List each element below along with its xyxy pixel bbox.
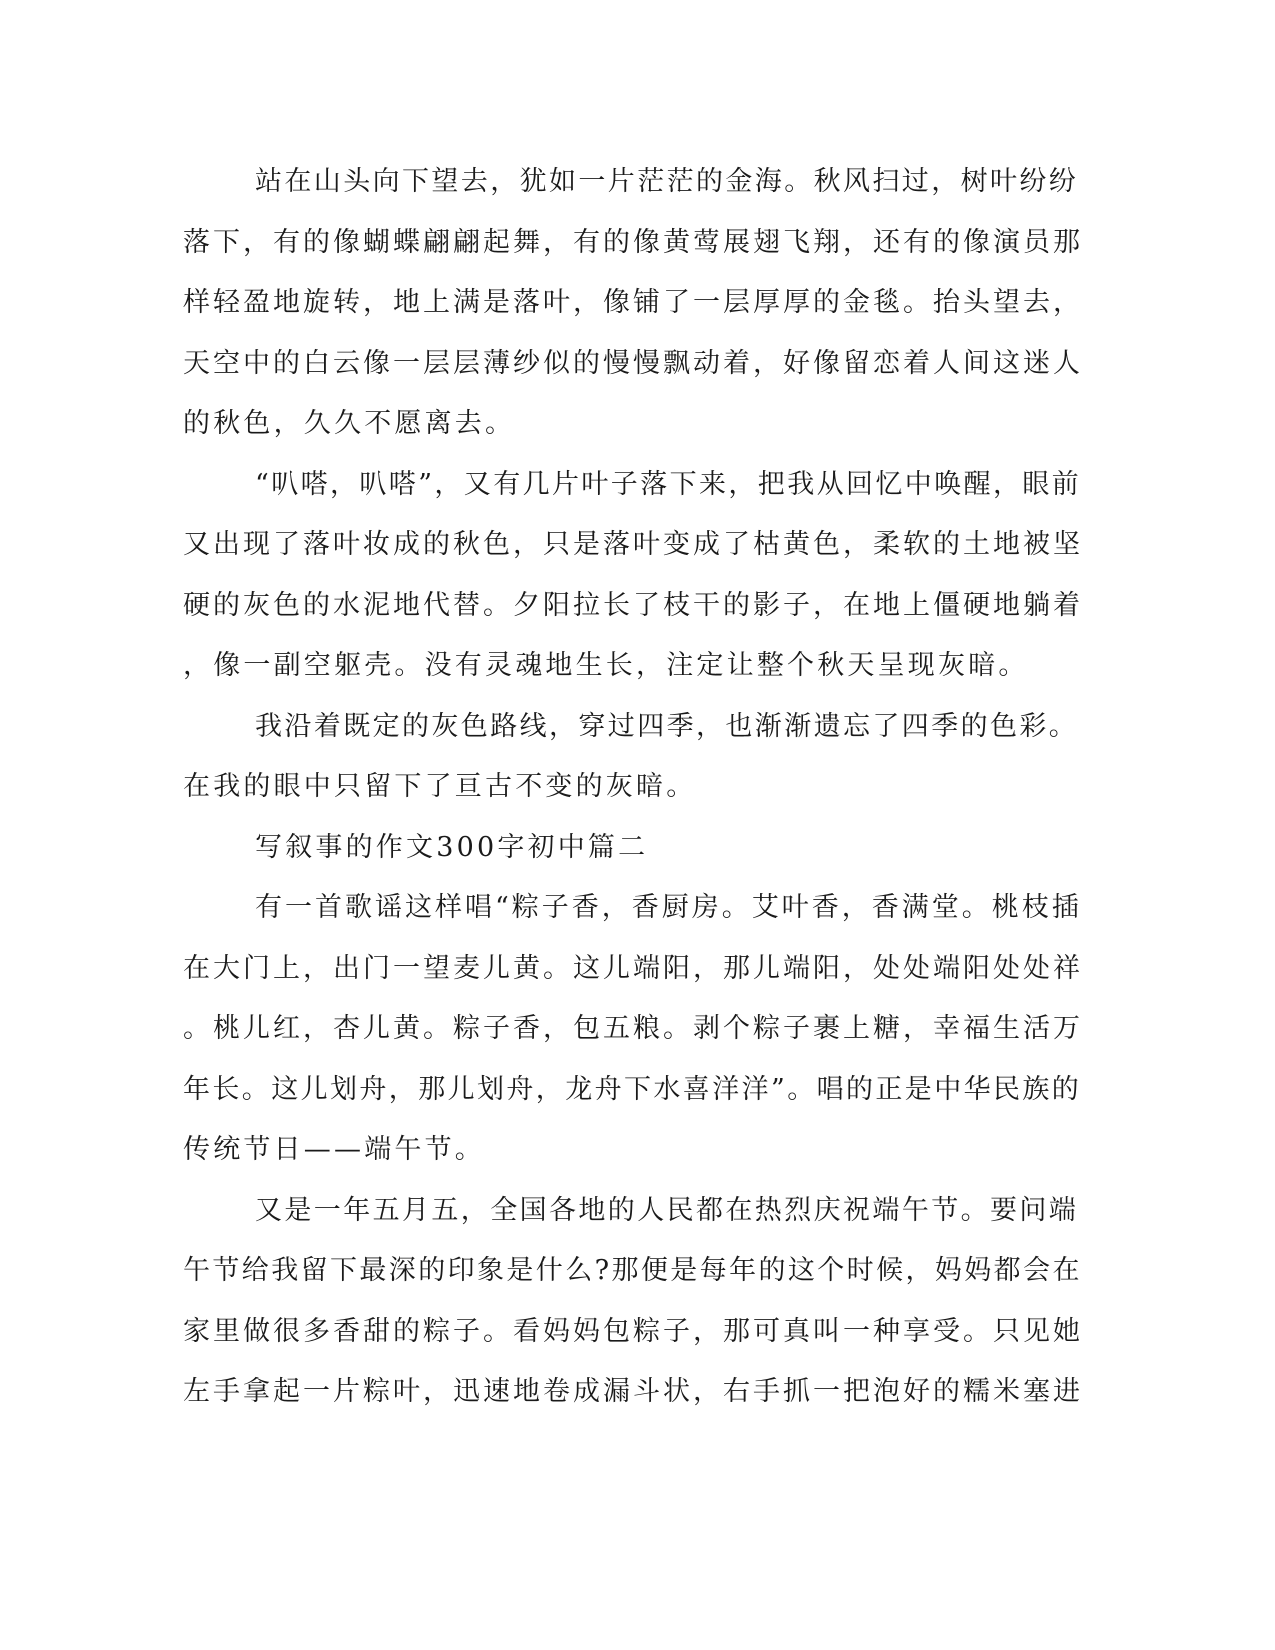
document-body — [183, 152, 1083, 1423]
text-line: 家里做很多香甜的粽子。看妈妈包粽子，那可真叫一种享受。只见她 — [183, 1315, 1083, 1347]
text-line: 在我的眼中只留下了亘古不变的灰暗。 — [183, 771, 697, 802]
text-line: 我沿着既定的灰色路线，穿过四季，也渐渐遗忘了四季的色彩。 — [255, 710, 1079, 742]
text-line: 天空中的白云像一层层薄纱似的慢慢飘动着，好像留恋着人间这迷人 — [183, 347, 1083, 379]
text-line: 写叙事的作文300字初中篇二 — [255, 831, 649, 863]
text-line: 传统节日——端午节。 — [183, 1134, 485, 1165]
text-line: 样轻盈地旋转，地上满是落叶，像铺了一层厚厚的金毯。抬头望去， — [183, 287, 1083, 318]
text-line: 落下，有的像蝴蝶翩翩起舞，有的像黄莺展翅飞翔，还有的像演员那 — [183, 226, 1083, 258]
text-line: 在大门上，出门一望麦儿黄。这儿端阳，那儿端阳，处处端阳处处祥 — [183, 952, 1083, 984]
text-line: 的秋色，久久不愿离去。 — [183, 408, 516, 439]
text-line: 有一首歌谣这样唱“粽子香，香厨房。艾叶香，香满堂。桃枝插 — [255, 892, 1082, 923]
text-line: 年长。这儿划舟，那儿划舟，龙舟下水喜洋洋”。唱的正是中华民族的 — [183, 1073, 1082, 1105]
text-line: “叭嗒，叭嗒”，又有几片叶子落下来，把我从回忆中唤醒，眼前 — [255, 468, 1082, 500]
text-line: ，像一副空躯壳。没有灵魂地生长，注定让整个秋天呈现灰暗。 — [183, 650, 1029, 681]
text-line: 。桃儿红，杏儿黄。粽子香，包五粮。剥个粽子裹上糖，幸福生活万 — [183, 1013, 1083, 1044]
text-line: 硬的灰色的水泥地代替。夕阳拉长了枝干的影子，在地上僵硬地躺着 — [183, 589, 1083, 621]
text-line: 站在山头向下望去，犹如一片茫茫的金海。秋风扫过，树叶纷纷 — [255, 166, 1079, 197]
text-line: 又是一年五月五，全国各地的人民都在热烈庆祝端午节。要问端 — [255, 1194, 1079, 1226]
text-line: 午节给我留下最深的印象是什么?那便是每年的这个时候，妈妈都会在 — [183, 1255, 1082, 1286]
text-line: 又出现了落叶妆成的秋色，只是落叶变成了枯黄色，柔软的土地被坚 — [183, 529, 1083, 560]
text-line: 左手拿起一片粽叶，迅速地卷成漏斗状，右手抓一把泡好的糯米塞进 — [183, 1376, 1083, 1407]
